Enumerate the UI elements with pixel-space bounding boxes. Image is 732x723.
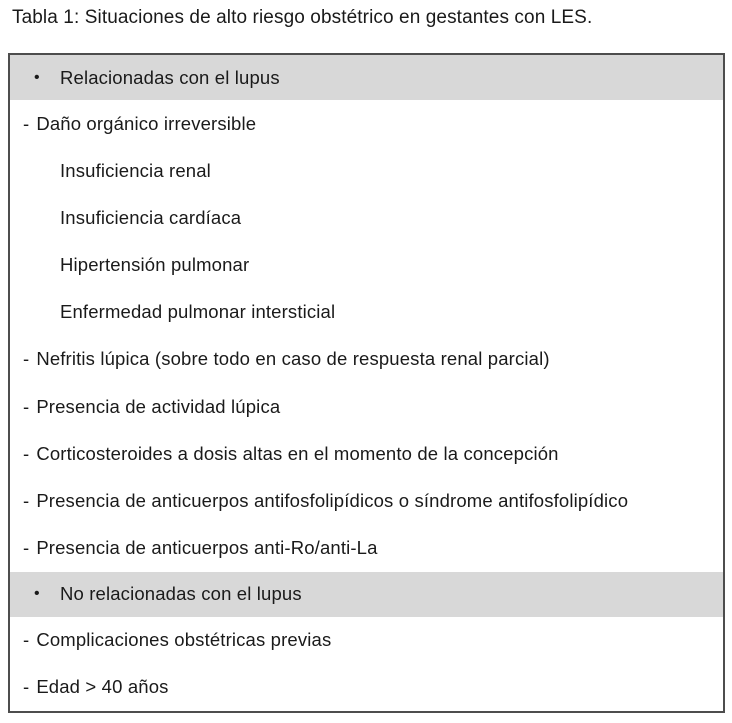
- row-text: Edad > 40 años: [36, 676, 169, 698]
- dash-marker: -: [23, 489, 30, 511]
- section-header-row: [10, 55, 723, 100]
- table-row: [10, 242, 723, 289]
- dash-marker: -: [23, 629, 30, 651]
- row-text: Presencia de actividad lúpica: [36, 395, 281, 417]
- row-text: Presencia de anticuerpos antifosfolipídicos o síndrome antifosfolipídico: [36, 489, 629, 511]
- table-caption: Tabla 1: Situaciones de alto riesgo obstétrico en gestantes con LES.: [12, 7, 593, 28]
- row-text: Daño orgánico irreversible: [36, 112, 257, 134]
- dash-marker: -: [23, 348, 30, 370]
- table-row: [10, 147, 723, 194]
- table-row: [10, 289, 723, 336]
- row-text: Relacionadas con el lupus: [60, 66, 280, 88]
- dash-marker: -: [23, 676, 30, 698]
- dash-marker: -: [23, 395, 30, 417]
- table-row: [10, 430, 723, 477]
- table-row: [10, 336, 723, 383]
- table-row: [10, 617, 723, 664]
- dash-marker: -: [23, 442, 30, 464]
- bullet-icon: •: [34, 68, 40, 86]
- row-text: Complicaciones obstétricas previas: [36, 629, 332, 651]
- bullet-icon: •: [34, 585, 40, 603]
- row-text: Presencia de anticuerpos anti-Ro/anti-La: [36, 537, 378, 559]
- dash-marker: -: [23, 112, 30, 134]
- table-row: [10, 477, 723, 524]
- row-text: Enfermedad pulmonar intersticial: [60, 301, 336, 323]
- row-text: Nefritis lúpica (sobre todo en caso de respuesta renal parcial): [36, 348, 550, 370]
- table-row: [10, 100, 723, 147]
- row-text: Corticosteroides a dosis altas en el momento de la concepción: [36, 442, 559, 464]
- table-row: [10, 525, 723, 572]
- table-row: [10, 194, 723, 241]
- row-text: No relacionadas con el lupus: [60, 583, 302, 605]
- table-row: [10, 664, 723, 711]
- table-row: [10, 383, 723, 430]
- section-header-row: [10, 572, 723, 617]
- row-text: Insuficiencia renal: [60, 159, 211, 181]
- dash-marker: -: [23, 537, 30, 559]
- row-text: Hipertensión pulmonar: [60, 254, 250, 276]
- risk-table: [8, 53, 725, 713]
- row-text: Insuficiencia cardíaca: [60, 206, 242, 228]
